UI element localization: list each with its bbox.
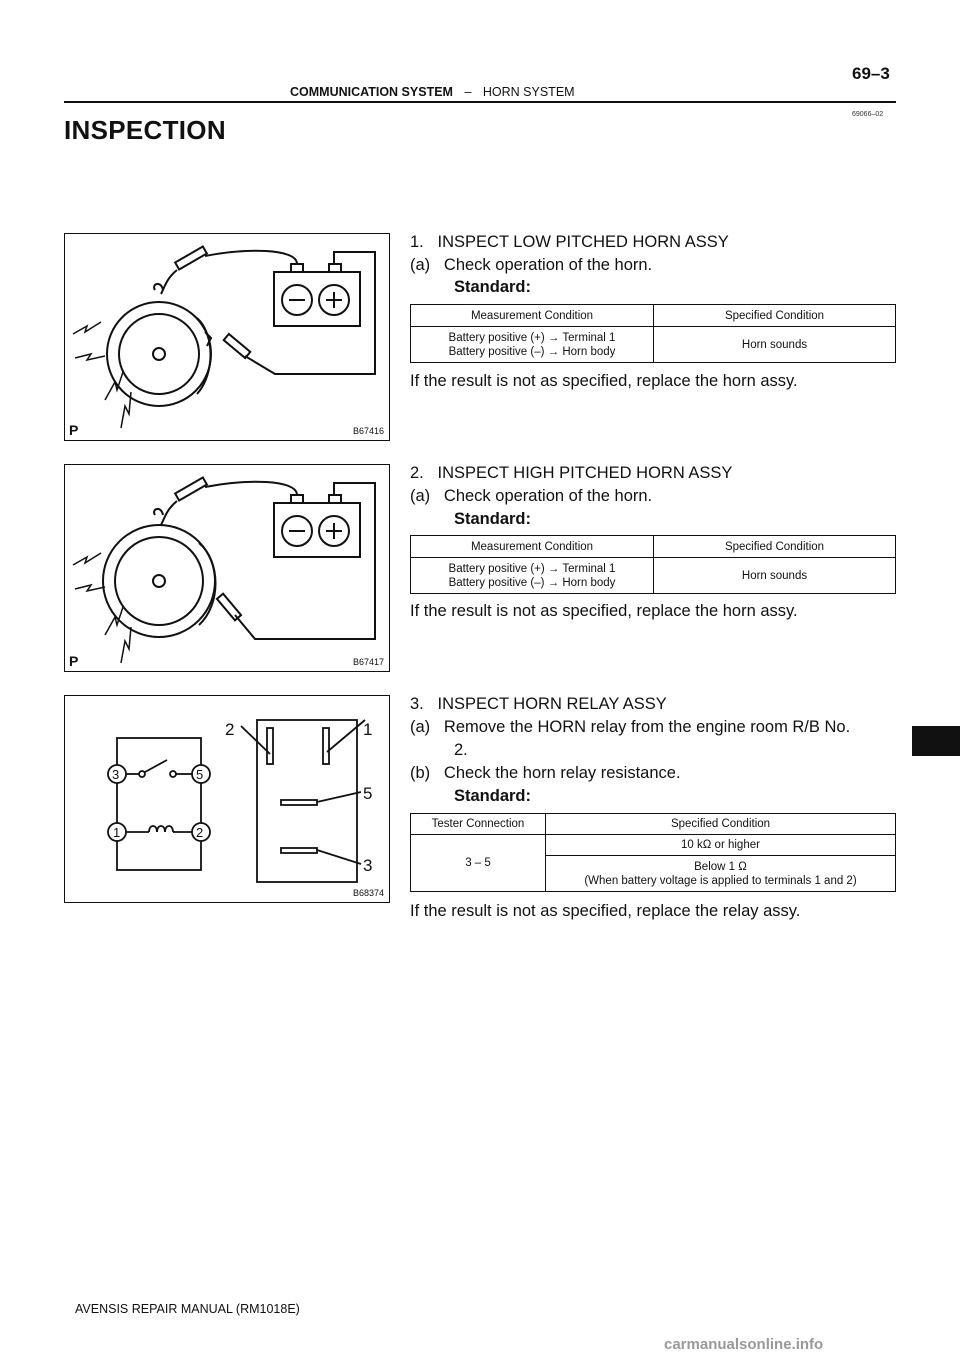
figure-code: B68374	[353, 888, 385, 898]
table-header: Specified Condition	[654, 536, 896, 558]
standard-label: Standard:	[454, 278, 532, 296]
condition-line: Battery positive (+) → Terminal 1	[448, 562, 616, 575]
table-cell: 3 – 5	[411, 835, 546, 892]
document-code: 69066–02	[852, 111, 884, 118]
figure-relay	[64, 695, 390, 903]
figure-code: B67416	[353, 426, 385, 436]
step-heading: 2. INSPECT HIGH PITCHED HORN ASSY	[410, 464, 733, 482]
circuit-terminal-label: 5	[196, 767, 204, 782]
section-name: COMMUNICATION SYSTEM	[290, 85, 453, 99]
note-text: If the result is not as specified, replace the relay assy.	[410, 902, 801, 920]
figure-low-horn	[64, 233, 390, 441]
table-header: Measurement Condition	[411, 305, 654, 327]
page-title: INSPECTION	[64, 115, 226, 145]
relay-pin-label: 5	[363, 784, 373, 803]
figure-marker: P	[69, 422, 79, 438]
substep: (a) Check operation of the horn.	[410, 256, 653, 274]
figure-high-horn	[64, 464, 390, 672]
table-cell	[411, 558, 654, 594]
table-header: Tester Connection	[411, 814, 546, 835]
section-tab-marker	[912, 726, 960, 756]
relay-pin-label: 2	[225, 720, 235, 739]
running-header	[290, 85, 575, 99]
footer-text: AVENSIS REPAIR MANUAL (RM1018E)	[75, 1302, 300, 1316]
note-text: If the result is not as specified, replace the horn assy.	[410, 602, 798, 620]
table-cell	[411, 327, 654, 363]
table-cell: Horn sounds	[654, 558, 896, 594]
relay-pin-label: 1	[363, 720, 373, 739]
spec-table	[410, 304, 896, 363]
horn-battery-diagram	[65, 234, 389, 440]
condition-line: Battery positive (–) → Horn body	[448, 576, 616, 589]
substep: (a) Check operation of the horn.	[410, 487, 653, 505]
substep: (a) Remove the HORN relay from the engine room R/B No.	[410, 718, 851, 736]
table-header: Specified Condition	[654, 305, 896, 327]
header-rule	[64, 101, 896, 103]
step-heading: 1. INSPECT LOW PITCHED HORN ASSY	[410, 233, 729, 251]
condition-line: Battery positive (–) → Horn body	[448, 345, 616, 358]
condition-line: Below 1 Ω	[694, 860, 747, 873]
figure-code: B67417	[353, 657, 385, 667]
table-header: Specified Condition	[546, 814, 896, 835]
spec-table	[410, 535, 896, 594]
subsection-name: HORN SYSTEM	[482, 85, 575, 99]
figure-marker: P	[69, 653, 79, 669]
header-separator: –	[464, 85, 472, 99]
substep: (b) Check the horn relay resistance.	[410, 764, 681, 782]
note-text: If the result is not as specified, replace the horn assy.	[410, 372, 798, 390]
condition-line: Battery positive (+) → Terminal 1	[448, 331, 616, 344]
condition-line: (When battery voltage is applied to terminals 1 and 2)	[584, 874, 857, 887]
table-header: Measurement Condition	[411, 536, 654, 558]
circuit-terminal-label: 1	[113, 825, 121, 840]
table-cell	[546, 856, 896, 892]
standard-label: Standard:	[454, 510, 532, 528]
table-cell: Horn sounds	[654, 327, 896, 363]
horn-battery-diagram	[65, 465, 389, 671]
circuit-terminal-label: 3	[112, 767, 120, 782]
step-heading: 3. INSPECT HORN RELAY ASSY	[410, 695, 667, 713]
spec-table	[410, 813, 896, 892]
substep-continued: 2.	[454, 741, 468, 759]
standard-label: Standard:	[454, 787, 532, 805]
watermark: carmanualsonline.info	[664, 1336, 824, 1353]
table-cell: 10 kΩ or higher	[546, 835, 896, 856]
relay-pin-label: 3	[363, 856, 373, 875]
page-number: 69–3	[852, 64, 890, 83]
circuit-terminal-label: 2	[196, 825, 204, 840]
